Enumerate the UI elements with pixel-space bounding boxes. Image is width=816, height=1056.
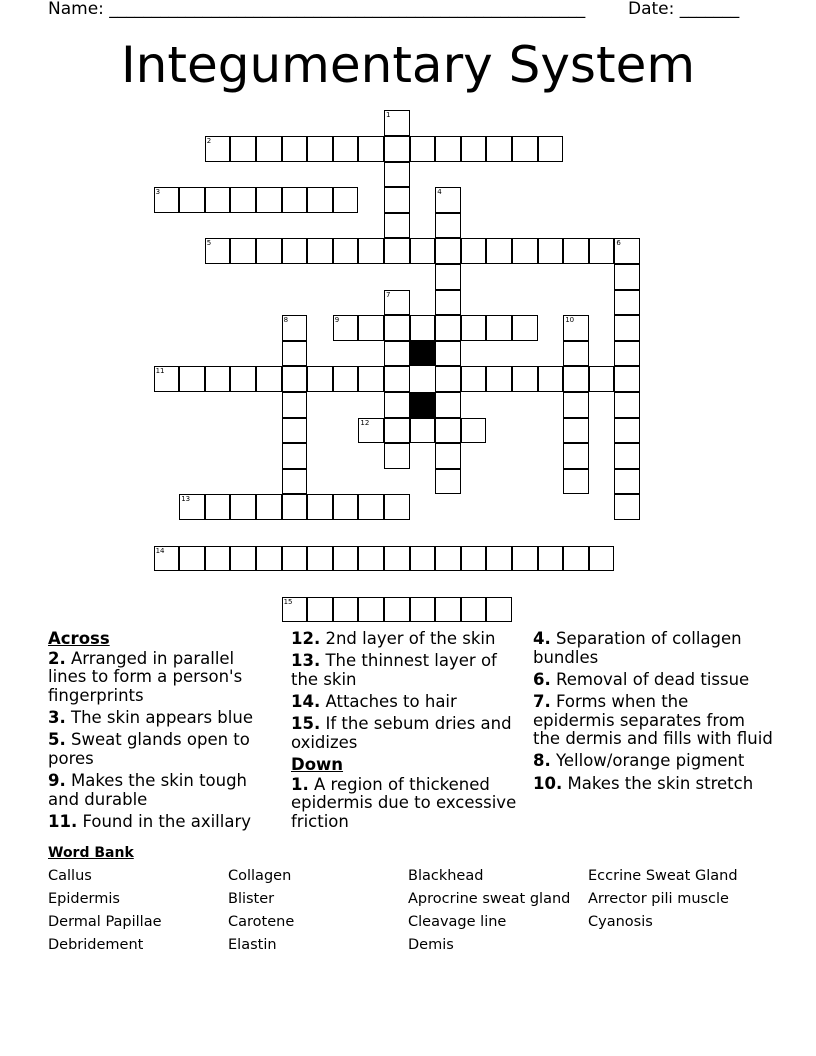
grid-cell[interactable] [205, 546, 231, 572]
grid-cell[interactable] [282, 366, 308, 392]
grid-cell[interactable] [461, 238, 487, 264]
clue-number: 5 [206, 239, 212, 248]
grid-cell[interactable] [179, 546, 205, 572]
clue-num: 5. [48, 730, 66, 750]
grid-cell[interactable] [358, 366, 384, 392]
clue-text: 2nd layer of the skin [320, 629, 496, 648]
word-bank [48, 868, 788, 960]
grid-cell[interactable] [435, 213, 461, 239]
grid-cell[interactable] [410, 597, 436, 623]
grid-cell[interactable] [230, 366, 256, 392]
grid-cell[interactable] [384, 315, 410, 341]
grid-cell[interactable] [410, 418, 436, 444]
word-bank-item: Elastin [228, 937, 277, 953]
grid-cell[interactable] [435, 418, 461, 444]
clue-number: 9 [334, 316, 340, 325]
grid-cell[interactable] [307, 238, 333, 264]
grid-cell[interactable] [384, 392, 410, 418]
grid-cell[interactable] [384, 443, 410, 469]
clue-text: Arranged in parallel lines to form a person's fingerprints [48, 648, 243, 705]
clue-text: Sweat glands open to pores [48, 730, 250, 768]
grid-cell[interactable] [256, 136, 282, 162]
clue-number: 15 [283, 597, 293, 606]
grid-cell[interactable] [333, 494, 359, 520]
clues-column-2 [291, 630, 519, 835]
grid-cell[interactable] [614, 290, 640, 316]
clue-number: 7 [386, 290, 391, 299]
clue-num: 13. [291, 651, 321, 671]
clue [533, 752, 773, 771]
clue-text: Attaches to hair [320, 691, 457, 711]
clue-num: 7. [533, 691, 551, 711]
grid-cell[interactable] [461, 315, 487, 341]
grid-cell[interactable] [358, 315, 384, 341]
grid-cell[interactable] [230, 238, 256, 264]
grid-cell[interactable] [358, 546, 384, 572]
grid-cell[interactable] [205, 187, 231, 213]
grid-cell[interactable] [435, 546, 461, 572]
grid-cell[interactable] [563, 418, 589, 444]
grid-cell[interactable] [358, 238, 384, 264]
grid-cell[interactable] [614, 341, 640, 367]
clue-number: 8 [283, 316, 289, 325]
grid-cell[interactable] [282, 494, 308, 520]
word-bank-item: Epidermis [48, 891, 120, 907]
grid-cell[interactable] [333, 546, 359, 572]
grid-cell[interactable] [307, 366, 333, 392]
word-bank-item: Demis [408, 937, 454, 953]
clue-text: Makes the skin stretch [562, 773, 754, 793]
grid-cell[interactable] [563, 341, 589, 367]
grid-cell[interactable] [486, 315, 512, 341]
grid-cell[interactable] [563, 238, 589, 264]
grid-cell[interactable] [589, 238, 615, 264]
grid-cell[interactable] [282, 392, 308, 418]
clue-number: 4 [437, 188, 442, 197]
grid-cell[interactable] [282, 136, 308, 162]
clue-number: 14 [155, 546, 165, 555]
grid-cell[interactable] [282, 341, 308, 367]
grid-cell[interactable] [384, 187, 410, 213]
clue-num: 8. [533, 751, 551, 771]
grid-cell[interactable] [538, 238, 564, 264]
black-cell [410, 392, 436, 418]
clue [533, 693, 773, 749]
clue [533, 630, 773, 667]
grid-cell[interactable] [307, 494, 333, 520]
clue [291, 776, 519, 832]
grid-cell[interactable] [358, 136, 384, 162]
word-bank-heading: Word Bank [48, 845, 134, 861]
grid-cell[interactable] [538, 136, 564, 162]
word-bank-item: Collagen [228, 868, 292, 884]
grid-cell[interactable] [538, 366, 564, 392]
clue [533, 671, 773, 690]
grid-cell[interactable] [358, 494, 384, 520]
grid-cell[interactable] [563, 392, 589, 418]
grid-cell[interactable] [256, 366, 282, 392]
grid-cell[interactable] [333, 187, 359, 213]
clue-num: 12. [291, 629, 321, 648]
grid-cell[interactable] [435, 597, 461, 623]
grid-cell[interactable] [461, 136, 487, 162]
page-title: Integumentary System [120, 36, 696, 94]
clue [291, 630, 519, 649]
grid-cell[interactable] [230, 494, 256, 520]
grid-cell[interactable] [282, 443, 308, 469]
clue-number: 3 [155, 188, 161, 197]
clue-num: 9. [48, 770, 66, 790]
grid-cell[interactable] [384, 597, 410, 623]
clue-text: Separation of collagen bundles [533, 629, 742, 667]
clue-num: 3. [48, 707, 66, 727]
clue [48, 813, 276, 832]
clue-number: 11 [155, 367, 165, 376]
grid-cell[interactable] [358, 597, 384, 623]
grid-cell[interactable] [384, 213, 410, 239]
grid-cell[interactable] [435, 469, 461, 495]
grid-cell[interactable] [435, 341, 461, 367]
grid-cell[interactable] [512, 546, 538, 572]
clue-number: 2 [206, 137, 212, 145]
grid-cell[interactable] [614, 392, 640, 418]
clue-text: If the sebum dries and oxidizes [291, 714, 512, 752]
grid-cell[interactable] [410, 136, 436, 162]
grid-cell[interactable] [230, 136, 256, 162]
grid-cell[interactable] [282, 187, 308, 213]
clue-text: A region of thickened epidermis due to excessive friction [291, 774, 517, 831]
grid-cell[interactable] [384, 341, 410, 367]
grid-cell[interactable] [461, 597, 487, 623]
grid-cell[interactable] [205, 366, 231, 392]
grid-cell[interactable] [435, 238, 461, 264]
clue-num: 14. [291, 691, 321, 711]
clue-text: The skin appears blue [65, 707, 253, 727]
clue-number: 12 [360, 418, 370, 427]
grid-cell[interactable] [512, 366, 538, 392]
grid-cell[interactable] [307, 546, 333, 572]
clue-text: Removal of dead tissue [550, 669, 750, 689]
grid-cell[interactable] [614, 264, 640, 290]
grid-cell[interactable] [538, 546, 564, 572]
clue [48, 650, 276, 706]
clues-column-1 [48, 630, 276, 835]
clue-number: 6 [616, 239, 621, 248]
grid-cell[interactable] [461, 366, 487, 392]
grid-cell[interactable] [230, 187, 256, 213]
grid-cell[interactable] [256, 546, 282, 572]
grid-cell[interactable] [435, 315, 461, 341]
grid-cell[interactable] [512, 136, 538, 162]
grid-cell[interactable] [461, 418, 487, 444]
grid-cell[interactable] [256, 238, 282, 264]
grid-cell[interactable] [179, 366, 205, 392]
grid-cell[interactable] [282, 469, 308, 495]
grid-cell[interactable] [512, 238, 538, 264]
word-bank-item: Dermal Papillae [48, 914, 162, 930]
grid-cell[interactable] [461, 546, 487, 572]
clues-column-3 [533, 630, 773, 797]
clue-number: 10 [565, 316, 575, 325]
grid-cell[interactable] [563, 443, 589, 469]
word-bank-item: Blackhead [408, 868, 484, 884]
clue-number: 13 [181, 495, 191, 504]
across-heading: Across [48, 629, 110, 648]
grid-cell[interactable] [205, 494, 231, 520]
clue-text: The thinnest layer of the skin [291, 651, 497, 689]
grid-cell[interactable] [333, 597, 359, 623]
date-label: Date: _______ [628, 0, 740, 19]
grid-cell[interactable] [333, 238, 359, 264]
grid-cell[interactable] [307, 597, 333, 623]
grid-cell[interactable] [614, 494, 640, 520]
clue-number: 1 [386, 111, 391, 120]
word-bank-item: Blister [228, 891, 275, 907]
grid-cell[interactable] [563, 469, 589, 495]
grid-cell[interactable] [589, 366, 615, 392]
grid-cell[interactable] [256, 494, 282, 520]
grid-cell[interactable] [486, 546, 512, 572]
grid-cell[interactable] [282, 238, 308, 264]
grid-cell[interactable] [435, 136, 461, 162]
grid-cell[interactable] [230, 546, 256, 572]
down-heading: Down [291, 754, 344, 774]
grid-cell[interactable] [384, 162, 410, 188]
grid-cell[interactable] [512, 315, 538, 341]
black-cell [410, 341, 436, 367]
clue-num: 1. [291, 774, 309, 794]
name-label: Name: ________________________________________________________ [48, 0, 586, 19]
grid-cell[interactable] [614, 366, 640, 392]
clue [48, 772, 276, 809]
grid-cell[interactable] [614, 443, 640, 469]
clue-num: 4. [533, 629, 551, 648]
word-bank-item: Aprocrine sweat gland [408, 891, 571, 907]
grid-cell[interactable] [614, 315, 640, 341]
word-bank-item: Arrector pili muscle [588, 891, 729, 907]
grid-cell[interactable] [307, 136, 333, 162]
clue [48, 709, 276, 728]
grid-cell[interactable] [179, 187, 205, 213]
clue [291, 652, 519, 689]
word-bank-item: Debridement [48, 937, 144, 953]
grid-cell[interactable] [435, 290, 461, 316]
clue [48, 731, 276, 768]
clue-text: Found in the axillary [77, 811, 252, 831]
grid-cell[interactable] [486, 597, 512, 623]
clue-num: 15. [291, 714, 321, 734]
clue-text: Makes the skin tough and durable [48, 770, 248, 809]
grid-cell[interactable] [282, 418, 308, 444]
grid-cell[interactable] [384, 366, 410, 392]
grid-cell[interactable] [410, 238, 436, 264]
grid-cell[interactable] [435, 264, 461, 290]
grid-cell[interactable] [384, 136, 410, 162]
grid-cell[interactable] [384, 418, 410, 444]
clue [533, 775, 773, 794]
grid-cell[interactable] [256, 187, 282, 213]
grid-cell[interactable] [614, 469, 640, 495]
word-bank-item: Eccrine Sweat Gland [588, 868, 738, 884]
grid-cell[interactable] [614, 418, 640, 444]
grid-cell[interactable] [307, 187, 333, 213]
word-bank-item: Carotene [228, 914, 295, 930]
grid-cell[interactable] [333, 136, 359, 162]
word-bank-item: Callus [48, 868, 92, 884]
grid-cell[interactable] [435, 443, 461, 469]
clue [291, 693, 519, 712]
grid-cell[interactable] [410, 546, 436, 572]
word-bank-item: Cyanosis [588, 914, 653, 930]
grid-cell[interactable] [384, 546, 410, 572]
grid-cell[interactable] [384, 494, 410, 520]
grid-cell[interactable] [486, 136, 512, 162]
grid-cell[interactable] [410, 315, 436, 341]
grid-cell[interactable] [563, 366, 589, 392]
clue-text: Yellow/orange pigment [550, 751, 745, 771]
clue-num: 10. [533, 773, 563, 793]
clue-num: 11. [48, 811, 78, 831]
grid-cell[interactable] [486, 238, 512, 264]
grid-cell[interactable] [589, 546, 615, 572]
grid-cell[interactable] [435, 392, 461, 418]
clue-num: 6. [533, 669, 551, 689]
word-bank-item: Cleavage line [408, 914, 507, 930]
grid-cell[interactable] [435, 366, 461, 392]
grid-cell[interactable] [563, 546, 589, 572]
grid-cell[interactable] [282, 546, 308, 572]
grid-cell[interactable] [384, 238, 410, 264]
clue-text: Forms when the epidermis separates from the dermis and fills with fluid [533, 691, 773, 749]
clue-num: 2. [48, 648, 66, 668]
grid-cell[interactable] [333, 366, 359, 392]
grid-cell[interactable] [486, 366, 512, 392]
clue [291, 715, 519, 752]
